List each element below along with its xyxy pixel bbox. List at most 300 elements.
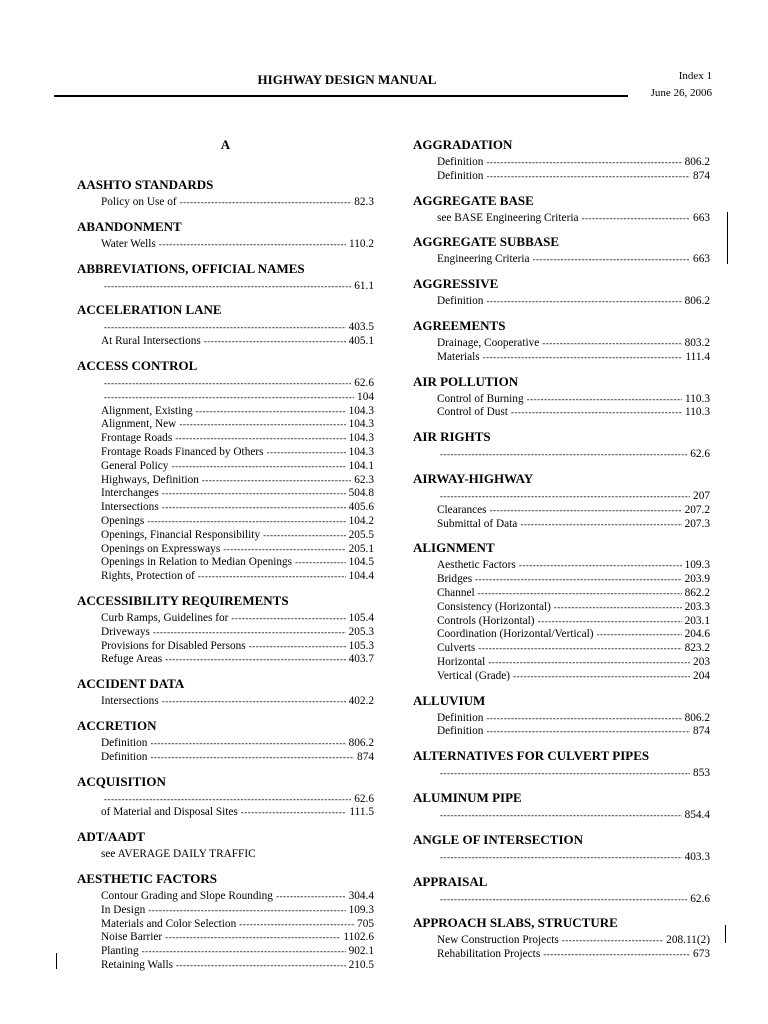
sub-entry xyxy=(101,501,374,515)
section-reference: 110.2 xyxy=(349,237,374,250)
leader-dashes xyxy=(486,725,690,739)
sub-entry xyxy=(437,656,710,670)
leader-dashes xyxy=(486,295,681,309)
leader-dashes xyxy=(204,335,346,349)
leader-dashes xyxy=(104,391,354,405)
sub-entry-label: Interchanges xyxy=(101,487,159,500)
sub-entry-label: see BASE Engineering Criteria xyxy=(437,211,579,224)
sub-entry-label: Submittal of Data xyxy=(437,517,518,530)
section-reference: 210.5 xyxy=(348,958,374,971)
sub-entry xyxy=(437,337,710,351)
section-reference: 403.7 xyxy=(348,653,374,666)
sub-entry xyxy=(437,851,710,865)
section-reference: 705 xyxy=(357,917,374,930)
leader-dashes xyxy=(295,556,345,570)
sub-entry xyxy=(101,196,374,210)
sub-entry-label: Control of Burning xyxy=(437,392,524,405)
section-reference: 203.9 xyxy=(684,573,710,586)
sub-entry xyxy=(437,351,710,365)
index-entry-aluminum-pipe xyxy=(413,790,710,823)
sub-entry xyxy=(101,238,374,252)
leader-dashes xyxy=(554,601,682,615)
index-entry-adt-aadt xyxy=(77,829,374,862)
leader-dashes xyxy=(440,851,682,865)
sub-entry-label: At Rural Intersections xyxy=(101,335,201,348)
sub-entry-label: Provisions for Disabled Persons xyxy=(101,639,246,652)
sub-entry-label: Openings on Expressways xyxy=(101,542,221,555)
index-entry-accident-data xyxy=(77,676,374,709)
leader-dashes xyxy=(276,890,346,904)
index-entry-aggradation xyxy=(413,137,710,184)
section-reference: 203 xyxy=(693,655,710,668)
section-reference: 104.5 xyxy=(348,556,374,569)
leader-dashes xyxy=(486,712,681,726)
section-reference: 207 xyxy=(693,489,710,502)
leader-dashes xyxy=(533,253,691,267)
entry-heading: ACCIDENT DATA xyxy=(77,676,185,692)
leader-dashes xyxy=(520,518,681,532)
sub-entry xyxy=(101,391,374,405)
section-reference: 304.4 xyxy=(348,889,374,902)
leader-dashes xyxy=(179,418,345,432)
sub-entry-label: Openings, Financial Responsibility xyxy=(101,528,261,541)
leader-dashes xyxy=(165,653,345,667)
sub-entry-label: Definition xyxy=(437,169,484,182)
sub-entry xyxy=(437,725,710,739)
leader-dashes xyxy=(239,918,354,932)
sub-entry-label: Planting xyxy=(101,945,139,958)
index-entry-acquisition xyxy=(77,774,374,821)
sub-entry xyxy=(437,767,710,781)
sub-entry xyxy=(101,793,374,807)
section-reference: 902.1 xyxy=(348,945,374,958)
section-reference: 806.2 xyxy=(684,295,710,308)
sub-entry xyxy=(101,377,374,391)
leader-dashes xyxy=(171,460,345,474)
sub-entry-label: Horizontal xyxy=(437,655,486,668)
sub-entry xyxy=(101,335,374,349)
entry-heading: AGGRESSIVE xyxy=(413,276,499,292)
sub-entry xyxy=(101,612,374,626)
leader-dashes xyxy=(440,448,687,462)
index-entry-alignment xyxy=(413,540,710,683)
entry-heading: ALIGNMENT xyxy=(413,540,495,556)
sub-entry xyxy=(437,504,710,518)
leader-dashes xyxy=(231,612,345,626)
sub-entry xyxy=(101,737,374,751)
sub-entry-label: Definition xyxy=(437,725,484,738)
section-reference: 207.2 xyxy=(684,503,710,516)
section-reference: 205.1 xyxy=(348,542,374,555)
sub-entry-label: Definition xyxy=(437,711,484,724)
sub-entry xyxy=(437,518,710,532)
sub-entry xyxy=(437,934,710,948)
sub-entry-label: Contour Grading and Slope Rounding xyxy=(101,889,273,902)
sub-entry xyxy=(437,893,710,907)
leader-dashes xyxy=(490,504,682,518)
sub-entry xyxy=(101,959,374,973)
section-reference: 104.4 xyxy=(348,570,374,583)
index-entry-alternatives-for-culvert-pipes xyxy=(413,748,710,781)
sub-entry-label: Frontage Roads Financed by Others xyxy=(101,445,264,458)
section-reference: 806.2 xyxy=(348,736,374,749)
section-reference: 207.3 xyxy=(684,517,710,530)
sub-entry xyxy=(101,321,374,335)
sub-entry-label: Retaining Walls xyxy=(101,958,173,971)
leader-dashes xyxy=(159,238,346,252)
sub-entry-label: Policy on Use of xyxy=(101,196,177,208)
leader-dashes xyxy=(147,515,345,529)
sub-entry-label: Curb Ramps, Guidelines for xyxy=(101,611,229,624)
section-reference: 104.2 xyxy=(348,514,374,527)
leader-dashes xyxy=(198,570,346,584)
revision-date: June 26, 2006 xyxy=(650,87,712,99)
section-reference: 1102.6 xyxy=(343,931,374,944)
sub-entry-label: Refuge Areas xyxy=(101,653,163,666)
sub-entry xyxy=(437,448,710,462)
sub-entry xyxy=(437,809,710,823)
section-reference: 874 xyxy=(693,169,710,182)
index-entry-accretion xyxy=(77,718,374,765)
sub-entry xyxy=(101,280,374,294)
sub-entry xyxy=(101,515,374,529)
leader-dashes xyxy=(440,490,690,504)
index-entry-aggregate-base xyxy=(413,193,710,226)
section-reference: 62.3 xyxy=(354,473,374,486)
index-entry-accessibility-requirements xyxy=(77,593,374,667)
leader-dashes xyxy=(562,934,663,948)
section-reference: 82.3 xyxy=(354,196,374,208)
section-reference: 204.6 xyxy=(684,628,710,641)
leader-dashes xyxy=(150,751,354,765)
sub-entry-label: Definition xyxy=(437,156,484,168)
sub-entry xyxy=(437,670,710,684)
sub-entry xyxy=(101,806,374,820)
sub-entry xyxy=(437,295,710,309)
entry-heading: AGGRADATION xyxy=(413,137,513,152)
sub-entry-label: Culverts xyxy=(437,642,476,655)
section-reference: 104.3 xyxy=(348,445,374,458)
sub-entry xyxy=(101,405,374,419)
section-reference: 104.3 xyxy=(348,418,374,431)
sub-entry-label: Clearances xyxy=(437,503,487,516)
sub-entry xyxy=(101,418,374,432)
change-bar xyxy=(725,925,726,943)
sub-entry-label: New Construction Projects xyxy=(437,934,559,947)
leader-dashes xyxy=(511,406,682,420)
section-reference: 61.1 xyxy=(354,279,374,292)
section-reference: 663 xyxy=(693,253,710,266)
sub-entry-label: Intersections xyxy=(101,695,159,708)
sub-entry-label: Materials and Color Selection xyxy=(101,917,237,930)
section-reference: 109.3 xyxy=(348,903,374,916)
section-reference: 203.3 xyxy=(684,600,710,613)
sub-entry-label: Materials xyxy=(437,350,480,363)
change-bar xyxy=(56,953,57,969)
index-entry-abbreviations-official-names xyxy=(77,261,374,294)
header-rule xyxy=(54,95,628,97)
leader-dashes xyxy=(202,474,351,488)
sub-entry-label: Definition xyxy=(101,736,148,749)
leader-dashes xyxy=(267,446,346,460)
sub-entry xyxy=(101,432,374,446)
sub-entry xyxy=(437,212,710,226)
leader-dashes xyxy=(440,767,690,781)
sub-entry xyxy=(437,587,710,601)
sub-entry-label: Openings in Relation to Median Openings xyxy=(101,556,293,569)
sub-entry xyxy=(437,642,710,656)
sub-entry xyxy=(101,931,374,945)
sub-entry xyxy=(437,156,710,170)
section-reference: 111.5 xyxy=(349,806,374,819)
sub-entry-label: Noise Barrier xyxy=(101,931,163,944)
entry-heading: ALLUVIUM xyxy=(413,692,486,708)
entry-heading: ADT/AADT xyxy=(77,829,145,845)
entry-heading: APPRAISAL xyxy=(413,873,488,889)
section-reference: 105.4 xyxy=(348,611,374,624)
section-reference: 110.3 xyxy=(685,406,710,419)
entry-heading: APPROACH SLABS, STRUCTURE xyxy=(413,915,618,931)
index-entry-air-pollution xyxy=(413,374,710,421)
index-entry-access-control xyxy=(77,358,374,584)
sub-entry-label: Alignment, New xyxy=(101,418,177,431)
entry-heading: ACCESS CONTROL xyxy=(77,357,198,373)
leader-dashes xyxy=(165,931,340,945)
section-reference: 104.3 xyxy=(348,432,374,445)
leader-dashes xyxy=(142,945,346,959)
leader-dashes xyxy=(597,628,682,642)
sub-entry-label: Rehabilitation Projects xyxy=(437,948,541,961)
sub-entry xyxy=(437,628,710,642)
sub-entry-label: Highways, Definition xyxy=(101,473,199,486)
sub-entry xyxy=(101,640,374,654)
sub-entry-label: Frontage Roads xyxy=(101,432,173,445)
entry-heading: ANGLE OF INTERSECTION xyxy=(413,831,583,847)
section-reference: 62.6 xyxy=(690,448,710,461)
change-bar xyxy=(727,212,728,264)
section-reference: 862.2 xyxy=(684,586,710,599)
index-entry-agreements xyxy=(413,318,710,365)
leader-dashes xyxy=(488,656,690,670)
sub-entry-label: In Design xyxy=(101,903,146,916)
sub-entry xyxy=(101,945,374,959)
sub-entry xyxy=(437,406,710,420)
sub-entry-label: Channel xyxy=(437,586,475,599)
section-reference: 405.1 xyxy=(348,335,374,348)
sub-entry-label: Definition xyxy=(101,750,148,763)
leader-dashes xyxy=(223,543,345,557)
section-reference: 663 xyxy=(693,211,710,224)
sub-entry-label: Driveways xyxy=(101,625,150,638)
section-reference: 109.3 xyxy=(684,559,710,572)
section-reference: 104 xyxy=(357,390,374,403)
section-reference: 62.6 xyxy=(354,376,374,389)
leader-dashes xyxy=(519,559,682,573)
leader-dashes xyxy=(176,959,346,973)
sub-entry xyxy=(437,615,710,629)
leader-dashes xyxy=(104,280,351,294)
section-reference: 402.2 xyxy=(348,695,374,708)
index-label: Index 1 xyxy=(678,70,712,82)
entry-heading: AASHTO STANDARDS xyxy=(77,177,214,192)
section-reference: 403.3 xyxy=(684,850,710,863)
section-reference: 204 xyxy=(693,669,710,682)
index-entry-approach-slabs-structure xyxy=(413,915,710,962)
entry-heading: AGGREGATE SUBBASE xyxy=(413,234,560,250)
leader-dashes xyxy=(175,432,345,446)
leader-dashes xyxy=(478,642,681,656)
sub-entry-label: Water Wells xyxy=(101,237,156,250)
leader-dashes xyxy=(104,321,346,335)
sub-entry xyxy=(437,559,710,573)
section-reference: 205.3 xyxy=(348,625,374,638)
sub-entry xyxy=(101,543,374,557)
leader-dashes xyxy=(483,351,683,365)
sub-entry xyxy=(101,890,374,904)
index-entry-alluvium xyxy=(413,693,710,740)
section-reference: 823.2 xyxy=(684,642,710,655)
section-reference: 62.6 xyxy=(690,892,710,905)
index-entry-air-rights xyxy=(413,429,710,462)
sub-entry-label: Control of Dust xyxy=(437,406,508,419)
sub-entry xyxy=(101,918,374,932)
entry-heading: ABANDONMENT xyxy=(77,218,182,234)
entry-heading: ACCESSIBILITY REQUIREMENTS xyxy=(77,592,289,608)
sub-entry xyxy=(437,573,710,587)
sub-entry-label: Alignment, Existing xyxy=(101,404,193,417)
page-title: HIGHWAY DESIGN MANUAL xyxy=(257,72,437,87)
entry-heading: ACCELERATION LANE xyxy=(77,302,222,318)
leader-dashes xyxy=(162,501,346,515)
leader-dashes xyxy=(104,793,351,807)
section-reference: 854.4 xyxy=(684,808,710,821)
section-reference: 104.1 xyxy=(348,459,374,472)
section-reference: 110.3 xyxy=(685,392,710,405)
sub-entry-label: of Material and Disposal Sites xyxy=(101,806,238,819)
section-reference: 806.2 xyxy=(684,156,710,168)
leader-dashes xyxy=(542,337,681,351)
section-reference: 203.1 xyxy=(684,614,710,627)
sub-entry-label: General Policy xyxy=(101,459,169,472)
index-entry-aesthetic-factors xyxy=(77,871,374,973)
section-reference: 62.6 xyxy=(354,792,374,805)
section-reference: 111.4 xyxy=(685,350,710,363)
leader-dashes xyxy=(543,948,690,962)
leader-dashes xyxy=(440,893,687,907)
section-reference: 874 xyxy=(357,750,374,763)
sub-entry xyxy=(437,601,710,615)
section-reference: 105.3 xyxy=(348,639,374,652)
leader-dashes xyxy=(527,393,682,407)
sub-entry-label: Engineering Criteria xyxy=(437,253,530,266)
index-entry-abandonment xyxy=(77,219,374,252)
index-entry-appraisal xyxy=(413,874,710,907)
section-reference: 806.2 xyxy=(684,711,710,724)
entry-heading: ACCRETION xyxy=(77,717,157,733)
entry-heading: ACQUISITION xyxy=(77,773,166,789)
leader-dashes xyxy=(486,170,690,184)
sub-entry xyxy=(437,170,710,184)
sub-entry xyxy=(101,653,374,667)
entry-heading: AESTHETIC FACTORS xyxy=(77,870,218,886)
section-reference: 403.5 xyxy=(348,321,374,334)
section-reference: 874 xyxy=(693,725,710,738)
leader-dashes xyxy=(196,405,346,419)
index-entry-angle-of-intersection xyxy=(413,832,710,865)
leader-dashes xyxy=(104,377,351,391)
section-reference: 205.5 xyxy=(348,528,374,541)
cross-reference: see AVERAGE DAILY TRAFFIC xyxy=(101,848,256,861)
section-reference: 803.2 xyxy=(684,336,710,349)
sub-entry xyxy=(437,393,710,407)
sub-entry-label: Bridges xyxy=(437,573,473,586)
leader-dashes xyxy=(241,806,347,820)
leader-dashes xyxy=(249,640,346,654)
entry-heading: AGREEMENTS xyxy=(413,317,506,333)
section-letter: A xyxy=(220,137,231,152)
section-reference: 208.11(2) xyxy=(666,934,710,947)
sub-entry xyxy=(101,529,374,543)
sub-entry-label: Aesthetic Factors xyxy=(437,559,516,572)
sub-entry xyxy=(101,695,374,709)
leader-dashes xyxy=(475,573,681,587)
sub-entry-label: Consistency (Horizontal) xyxy=(437,600,551,613)
index-entry-aggressive xyxy=(413,276,710,309)
sub-entry-label: Definition xyxy=(437,295,484,308)
sub-entry-label: Openings xyxy=(101,514,145,527)
entry-heading: ALTERNATIVES FOR CULVERT PIPES xyxy=(413,748,650,764)
entry-heading: AIR RIGHTS xyxy=(413,429,491,445)
sub-entry xyxy=(101,751,374,765)
section-reference: 104.3 xyxy=(348,404,374,417)
sub-entry-label: Vertical (Grade) xyxy=(437,669,511,682)
entry-heading: AIRWAY-HIGHWAY xyxy=(413,470,534,486)
index-entry-aashto-standards xyxy=(77,177,374,210)
sub-entry-label: Drainage, Cooperative xyxy=(437,336,540,349)
entry-heading: AGGREGATE BASE xyxy=(413,192,534,208)
sub-entry xyxy=(437,948,710,962)
sub-entry-label: Controls (Horizontal) xyxy=(437,614,535,627)
leader-dashes xyxy=(263,529,345,543)
sub-entry xyxy=(437,253,710,267)
section-reference: 853 xyxy=(693,767,710,780)
leader-dashes xyxy=(150,737,345,751)
section-reference: 405.6 xyxy=(348,501,374,514)
leader-dashes xyxy=(538,615,682,629)
sub-entry xyxy=(101,626,374,640)
right-column xyxy=(413,137,710,971)
leader-dashes xyxy=(180,196,352,210)
sub-entry xyxy=(101,446,374,460)
sub-entry xyxy=(101,556,374,570)
sub-entry-label: Rights, Protection of xyxy=(101,570,195,583)
leader-dashes xyxy=(513,670,690,684)
section-reference: 504.8 xyxy=(348,487,374,500)
index-entry-acceleration-lane xyxy=(77,302,374,349)
sub-entry xyxy=(437,712,710,726)
section-reference: 673 xyxy=(693,948,710,961)
sub-entry xyxy=(101,487,374,501)
sub-entry xyxy=(101,570,374,584)
index-entry-aggregate-subbase xyxy=(413,234,710,267)
index-entry-airway-highway xyxy=(413,471,710,531)
leader-dashes xyxy=(148,904,345,918)
leader-dashes xyxy=(440,809,682,823)
sub-entry xyxy=(437,490,710,504)
leader-dashes xyxy=(162,487,346,501)
entry-heading: ABBREVIATIONS, OFFICIAL NAMES xyxy=(77,260,305,276)
leader-dashes xyxy=(486,156,681,170)
